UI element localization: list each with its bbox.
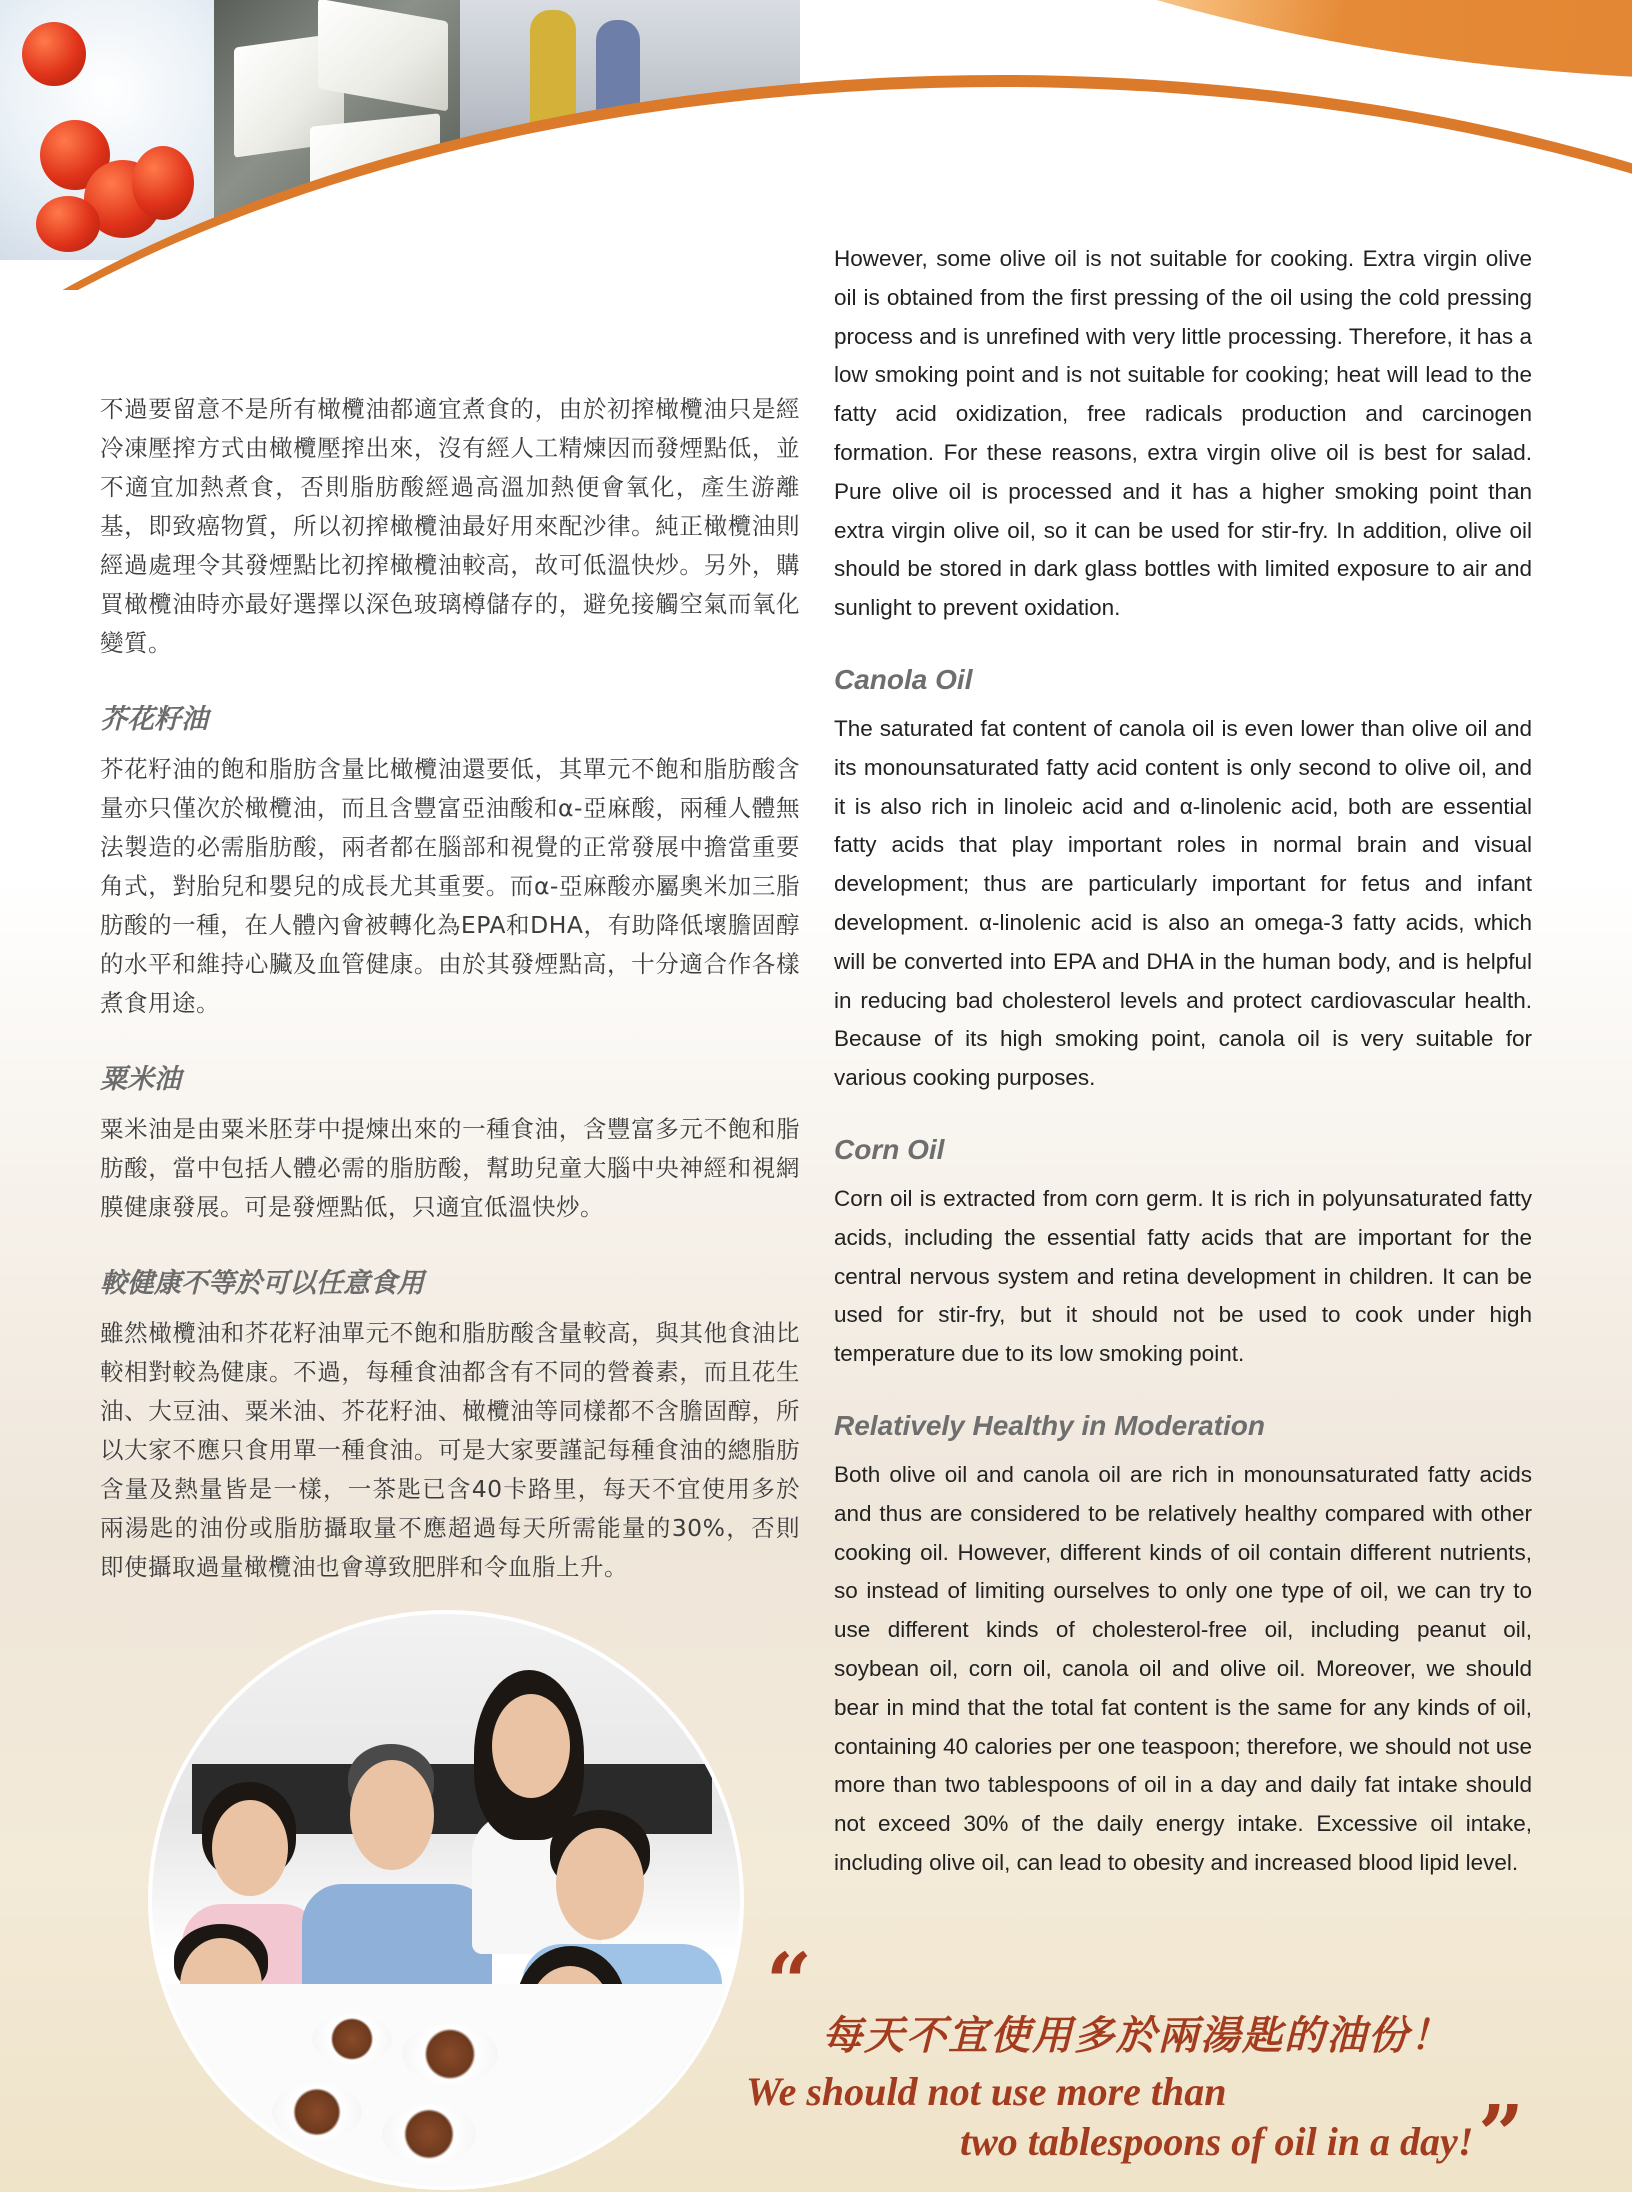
close-quote-mark: ”	[1478, 2087, 1525, 2181]
corn-paragraph-en: Corn oil is extracted from corn germ. It is rich in polyunsaturated fatty acids, including the essential fatty acids that are important for the central nervous system and retina development in children. It can be used for stir-fry, but it should not be used to cook under high temperature due to its low smoking point.	[834, 1185, 1532, 1367]
olive-oil-paragraph-en: However, some olive oil is not suitable for cooking. Extra virgin olive oil is obtained from the first pressing of the oil using the cold pressing process and is unrefined with very little processing. Therefore, it has a low smoking point and is not suitable for cooking; heat will lead to the fatty acid oxidization, free radicals production and carcinogen formation. For these reasons, extra virgin olive oil is best for salad. Pure olive oil is processed and it has a higher smoking point than extra virgin olive oil, so it can be used for stir-fry. In addition, olive oil should be stored in dark glass bottles with limited exposure to air and sunlight to prevent oxidation.	[834, 246, 1532, 621]
moderation-paragraph-en: Both olive oil and canola oil are rich in monounsaturated fatty acids and thus are considered to be relatively healthy compared with other cooking oil. However, different kinds of oil contain different nutrients, so instead of limiting ourselves to only one type of oil, we can try to use different kinds of cholesterol-free oil, including peanut oil, soybean oil, corn oil, canola oil and olive oil. Moreover, we should bear in mind that the total fat content is the same for any kinds of oil, containing 40 calories per one teaspoon; therefore, we should not use more than two tablespoons of oil in a day and daily fat intake should not exceed 30% of the daily energy intake. Excessive oil intake, including olive oil, can lead to obesity and increased blood lipid level.	[834, 1461, 1532, 1875]
quote-chinese: 每天不宜使用多於兩湯匙的油份！	[822, 2012, 1452, 2059]
quote-english-line-1: We should not use more than	[746, 2069, 1227, 2114]
dining-table	[152, 1984, 744, 2190]
moderation-heading-zh: 較健康不等於可以任意食用	[100, 1268, 424, 1299]
corn-paragraph-zh: 粟米油是由粟米胚芽中提煉出來的一種食油，含豐富多元不飽和脂肪酸，當中包括人體必需的脂肪酸，幫助兒童大腦中央神經和視網膜健康發展。可是發煙點低，只適宜低溫快炒。	[100, 1115, 800, 1221]
corn-heading-en: Corn Oil	[834, 1133, 945, 1165]
chinese-column	[100, 390, 800, 1587]
canola-paragraph-en: The saturated fat content of canola oil is even lower than olive oil and its monounsaturated fatty acid content is only second to olive oil, and it is also rich in linoleic acid and α-linolenic acid, both are essential fatty acids that play important roles in normal brain and visual development; thus are particularly important for fetus and infant development. α-linolenic acid is also an omega-3 fatty acids, which will be converted into EPA and DHA in the human body, and is helpful in reducing bad cholesterol levels and protect cardiovascular health. Because of its high smoking point, canola oil is very suitable for various cooking purposes.	[834, 715, 1532, 1091]
olive-oil-paragraph-zh: 不過要留意不是所有橄欖油都適宜煮食的，由於初搾橄欖油只是經冷凍壓搾方式由橄欖壓搾出來，沒有經人工精煉因而發煙點低，並不適宜加熱煮食，否則脂肪酸經過高溫加熱便會氧化，產生游離基，即致癌物質，所以初搾橄欖油最好用來配沙律。純正橄欖油則經過處理令其發煙點比初搾橄欖油較高，故可低溫快炒。另外，購買橄欖油時亦最好選擇以深色玻璃樽儲存的，避免接觸空氣而氧化變質。	[100, 395, 800, 657]
corn-heading-zh: 粟米油	[100, 1064, 181, 1095]
open-quote-mark: “	[766, 1935, 813, 2029]
canola-heading-en: Canola Oil	[834, 663, 973, 695]
tomato-photo	[0, 0, 214, 260]
english-column	[834, 240, 1532, 1883]
moderation-paragraph-zh: 雖然橄欖油和芥花籽油單元不飽和脂肪酸含量較高，與其他食油比較相對較為健康。不過，每種食油都含有不同的營養素，而且花生油、大豆油、粟米油、芥花籽油、橄欖油等同樣都不含膽固醇，所以大家不應只食用單一種食油。可是大家要謹記每種食油的總脂肪含量及熱量皆是一樣，一茶匙已含40卡路里，每天不宜使用多於兩湯匙的油份或脂肪攝取量不應超過每天所需能量的30%，否則即使攝取過量橄欖油也會導致肥胖和令血脂上升。	[100, 1319, 800, 1581]
canola-heading-zh: 芥花籽油	[100, 704, 208, 735]
canola-paragraph-zh: 芥花籽油的飽和脂肪含量比橄欖油還要低，其單元不飽和脂肪酸含量亦只僅次於橄欖油，而且含豐富亞油酸和α-亞麻酸，兩種人體無法製造的必需脂肪酸，兩者都在腦部和視覺的正常發展中擔當重要角式，對胎兒和嬰兒的成長尤其重要。而α-亞麻酸亦屬奧米加三脂肪酸的一種，在人體內會被轉化為EPA和DHA，有助降低壞膽固醇的水平和維持心臟及血管健康。由於其發煙點高，十分適合作各樣煮食用途。	[100, 755, 800, 1017]
quote-english-line-2: two tablespoons of oil in a day!	[960, 2119, 1474, 2164]
family-dinner-photo	[148, 1610, 744, 2190]
moderation-heading-en: Relatively Healthy in Moderation	[834, 1409, 1265, 1441]
